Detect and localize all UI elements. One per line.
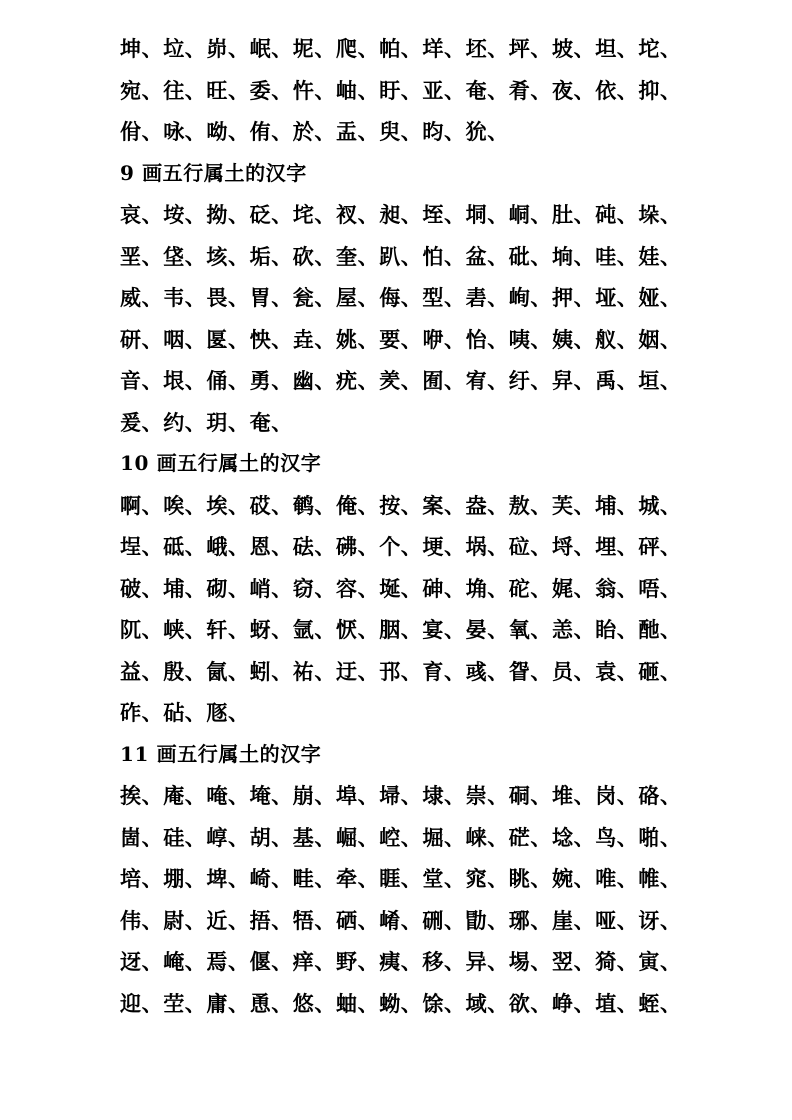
section-heading-10: 10 画五行属土的汉字 bbox=[120, 451, 322, 475]
text-line: 垩、垡、垓、垢、砍、奎、趴、怕、盆、砒、垧、哇、娃、 bbox=[120, 243, 682, 269]
text-line: 爰、约、玥、奄、 bbox=[120, 409, 293, 435]
text-line: 迓、崦、焉、偃、痒、野、痍、移、异、埸、翌、猗、寅、 bbox=[120, 949, 682, 974]
text-line: 哀、垵、拗、砭、垞、衩、昶、垤、垌、峒、肚、砘、垛、 bbox=[120, 202, 682, 227]
text-line: 啊、唉、埃、砹、鹌、俺、按、案、盎、敖、芙、埔、城、 bbox=[120, 492, 682, 518]
text-line: 埕、砥、峨、恩、砝、砩、个、埂、埚、砬、埒、埋、砰、 bbox=[120, 534, 682, 559]
text-line: 崮、硅、崞、胡、基、崛、崆、堀、崃、硭、埝、鸟、啪、 bbox=[120, 824, 682, 850]
section-heading-9: 9 画五行属土的汉字 bbox=[120, 160, 307, 185]
text-line: 研、咽、匽、怏、垚、姚、要、咿、怡、咦、姨、舣、姻、 bbox=[120, 326, 682, 352]
text-line: 迎、茔、庸、恿、悠、蚰、蚴、馀、域、欲、峥、埴、蛭、 bbox=[120, 990, 682, 1016]
text-line: 威、韦、畏、胃、瓮、屋、侮、型、砉、峋、押、垭、娅、 bbox=[120, 285, 682, 310]
text-line: 坤、垃、峁、岷、坭、爬、帕、垟、坯、坪、坡、坦、坨、 bbox=[120, 36, 682, 61]
text-line: 培、堋、埤、崎、畦、牵、睚、堂、窕、眺、婉、唯、帷、 bbox=[120, 866, 682, 891]
text-line: 音、垠、俑、勇、幽、疣、羑、囿、宥、纡、舁、禹、垣、 bbox=[120, 368, 682, 393]
text-line: 宛、往、旺、委、忤、岫、盱、亚、奄、肴、夜、依、抑、 bbox=[120, 77, 682, 103]
text-line: 挨、庵、唵、埯、崩、埠、埽、埭、崇、硐、堆、岗、硌、 bbox=[120, 783, 682, 808]
text-line: 伟、尉、近、捂、牾、硒、崤、硎、勖、琊、崖、哑、讶、 bbox=[120, 907, 682, 933]
text-line: 佾、咏、呦、侑、於、盂、臾、昀、狁、 bbox=[120, 119, 509, 144]
document-page bbox=[120, 28, 680, 1024]
text-line: 破、埔、砌、峭、窃、容、埏、砷、埆、砣、娓、翁、唔、 bbox=[120, 575, 682, 601]
text-line: 砟、砧、豗、 bbox=[120, 700, 250, 725]
text-line: 阢、峡、轩、蚜、氩、恹、胭、宴、晏、氧、恙、眙、酏、 bbox=[120, 617, 682, 642]
text-line: 益、殷、氤、蚓、祐、迂、邘、育、彧、眢、员、袁、砸、 bbox=[120, 658, 682, 684]
section-heading-11: 11 画五行属土的汉字 bbox=[120, 741, 322, 766]
